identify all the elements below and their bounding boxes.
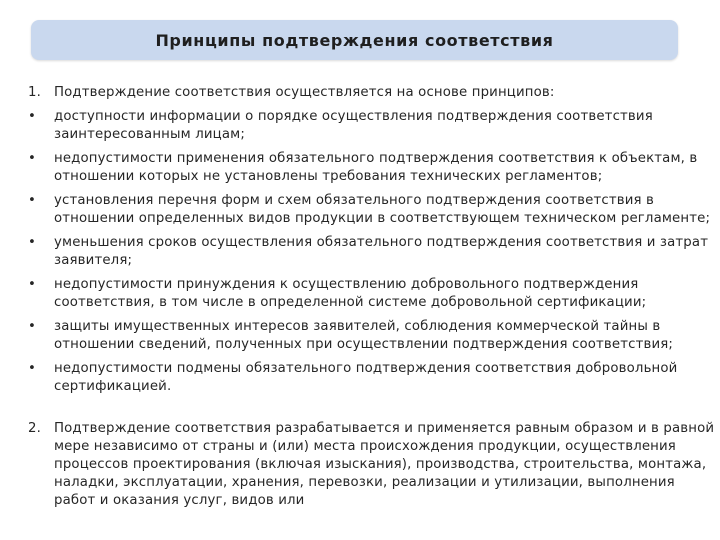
bullet-text: уменьшения сроков осуществления обязательного подтверждения соответствия и затрат заявителя; (54, 235, 709, 268)
numbered-point-2 (0, 420, 720, 510)
bullet-marker: • (28, 235, 36, 250)
bullet-text: установления перечня форм и схем обязательного подтверждения соответствия в отношении определенных видов продукции в соответствующем техническом регламенте; (54, 193, 711, 226)
bullet-marker: • (28, 151, 36, 166)
bullet-item (0, 276, 720, 312)
bullet-text: защиты имущественных интересов заявителей, соблюдения коммерческой тайны в отношении сведений, полученных при осуществлении подтверждения соответствия; (54, 319, 674, 352)
bullet-item (0, 234, 720, 270)
title-banner (31, 20, 678, 60)
paragraph-spacer (0, 402, 720, 420)
point-number: 1. (28, 85, 41, 100)
bullet-marker: • (28, 277, 36, 292)
numbered-point-1 (0, 84, 720, 102)
page-title: Принципы подтверждения соответствия (155, 30, 554, 50)
bullet-item (0, 108, 720, 144)
point-text: Подтверждение соответствия осуществляется на основе принципов: (54, 85, 555, 100)
bullet-marker: • (28, 319, 36, 334)
bullet-text: недопустимости принуждения к осуществлению добровольного подтверждения соответствия, в том числе в определенной системе добровольной сертификации; (54, 277, 647, 310)
bullet-marker: • (28, 193, 36, 208)
bullet-item (0, 360, 720, 396)
point-number: 2. (28, 421, 41, 436)
document-body (0, 84, 720, 516)
bullet-item (0, 318, 720, 354)
bullet-item (0, 192, 720, 228)
bullet-marker: • (28, 109, 36, 124)
point-text: Подтверждение соответствия разрабатывается и применяется равным образом и в равной мере независимо от страны и (или) места происхождения продукции, осуществления процессов проектирования (включая изыскания), производства, строительства, монтажа, наладки, эксплуатации, хранения, перевозки, реализации и утилизации, выполнения работ и оказания услуг, видов или (54, 421, 715, 508)
bullet-text: недопустимости подмены обязательного подтверждения соответствия добровольной сертификацией. (54, 361, 678, 394)
bullet-text: доступности информации о порядке осуществления подтверждения соответствия заинтересованным лицам; (54, 109, 653, 142)
bullet-text: недопустимости применения обязательного подтверждения соответствия к объектам, в отношении которых не установлены требования технических регламентов; (54, 151, 698, 184)
bullet-item (0, 150, 720, 186)
bullet-marker: • (28, 361, 36, 376)
